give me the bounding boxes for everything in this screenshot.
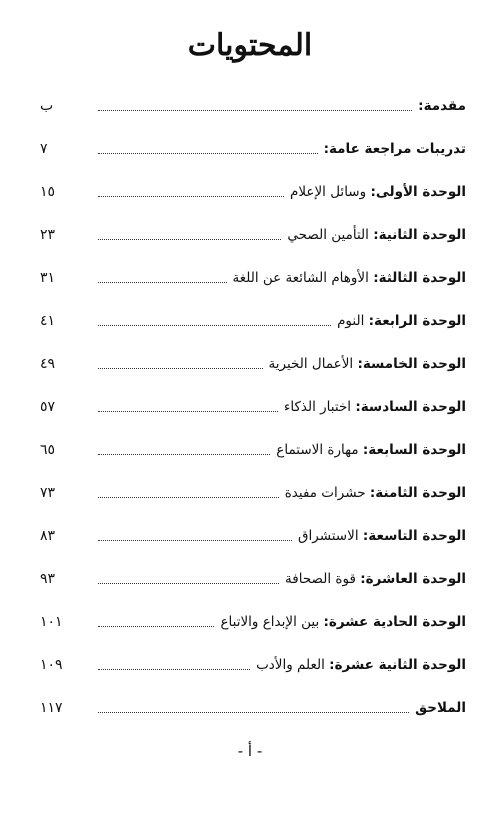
toc-title: بين الإبداع والاتباع (220, 613, 320, 630)
toc-page-number: ٧ (40, 140, 48, 157)
toc-heading: الوحدة السابعة: (362, 441, 466, 458)
toc-page-number: ١١٧ (40, 699, 63, 716)
toc-heading: مقدمة: (418, 97, 466, 114)
toc-heading: الوحدة الثانية عشرة: (329, 656, 466, 673)
toc-heading: الوحدة التاسعة: (362, 527, 466, 544)
dot-leader (98, 368, 263, 369)
toc-heading: تدريبات مراجعة عامة: (323, 140, 466, 157)
toc-heading: الوحدة الحادية عشرة: (323, 613, 466, 630)
toc-entry-unit-9[interactable] (0, 514, 500, 557)
toc-entry-introduction[interactable] (0, 84, 500, 127)
toc-page-number: ٥٧ (40, 398, 56, 415)
toc-heading: الملاحق (415, 699, 466, 716)
dot-leader (98, 239, 281, 240)
toc-heading: الوحدة العاشرة: (360, 570, 466, 587)
toc-title: قوة الصحافة (285, 570, 356, 587)
toc-heading: الوحدة السادسة: (355, 398, 466, 415)
toc-title: الاستشراق (298, 527, 359, 544)
dot-leader (98, 583, 279, 584)
toc-heading: الوحدة الثامنة: (369, 484, 466, 501)
toc-entry-unit-4[interactable] (0, 299, 500, 342)
toc-page-number: ٧٣ (40, 484, 56, 501)
toc-heading: الوحدة الرابعة: (368, 312, 466, 329)
toc-heading: الوحدة الأولى: (370, 183, 466, 200)
page-footer-number: - أ - (237, 742, 263, 760)
toc-entry-unit-5[interactable] (0, 342, 500, 385)
dot-leader (98, 196, 284, 197)
toc-entry-unit-7[interactable] (0, 428, 500, 471)
toc-entry-appendices[interactable] (0, 686, 500, 729)
toc-entry-unit-12[interactable] (0, 643, 500, 686)
toc-title: حشرات مفيدة (284, 484, 366, 501)
toc-entry-unit-11[interactable] (0, 600, 500, 643)
dot-leader (98, 626, 214, 627)
toc-page-number: ٩٣ (40, 570, 56, 587)
toc-title: مهارة الاستماع (276, 441, 359, 458)
toc-title: اختبار الذكاء (284, 398, 352, 415)
toc-page-number: ١٠٩ (40, 656, 63, 673)
toc-page-number: ٤٩ (40, 355, 56, 372)
toc-page-number: ١٠١ (40, 613, 63, 630)
toc-entry-unit-10[interactable] (0, 557, 500, 600)
dot-leader (98, 282, 227, 283)
dot-leader (98, 153, 318, 154)
toc-heading: الوحدة الثانية: (373, 226, 466, 243)
toc-page-number: ٦٥ (40, 441, 56, 458)
toc-page-number: ٢٣ (40, 226, 56, 243)
dot-leader (98, 712, 409, 713)
toc-entry-unit-1[interactable] (0, 170, 500, 213)
toc-title: التأمين الصحي (287, 226, 369, 243)
toc-title: الأعمال الخيرية (268, 355, 354, 372)
toc-entry-review-exercises[interactable] (0, 127, 500, 170)
toc-entry-unit-8[interactable] (0, 471, 500, 514)
dot-leader (98, 540, 292, 541)
toc-page-number: ٤١ (40, 312, 56, 329)
dot-leader (98, 454, 270, 455)
toc-heading: الوحدة الخامسة: (357, 355, 466, 372)
dot-leader (98, 110, 412, 111)
toc-entry-unit-2[interactable] (0, 213, 500, 256)
toc-title: الأوهام الشائعة عن اللغة (232, 269, 369, 286)
page-title: المحتويات (187, 28, 313, 63)
toc-entry-unit-3[interactable] (0, 256, 500, 299)
toc-page-number: ٨٣ (40, 527, 56, 544)
toc-entry-unit-6[interactable] (0, 385, 500, 428)
dot-leader (98, 669, 250, 670)
toc-heading: الوحدة الثالثة: (373, 269, 466, 286)
table-of-contents (0, 84, 500, 729)
toc-page-number: ٣١ (40, 269, 56, 286)
dot-leader (98, 411, 278, 412)
dot-leader (98, 497, 279, 498)
toc-page-number: ب (40, 97, 54, 114)
toc-title: العلم والأدب (256, 656, 325, 673)
toc-page-number: ١٥ (40, 183, 56, 200)
toc-title: وسائل الإعلام (290, 183, 367, 200)
dot-leader (98, 325, 331, 326)
toc-title: النوم (337, 312, 365, 329)
